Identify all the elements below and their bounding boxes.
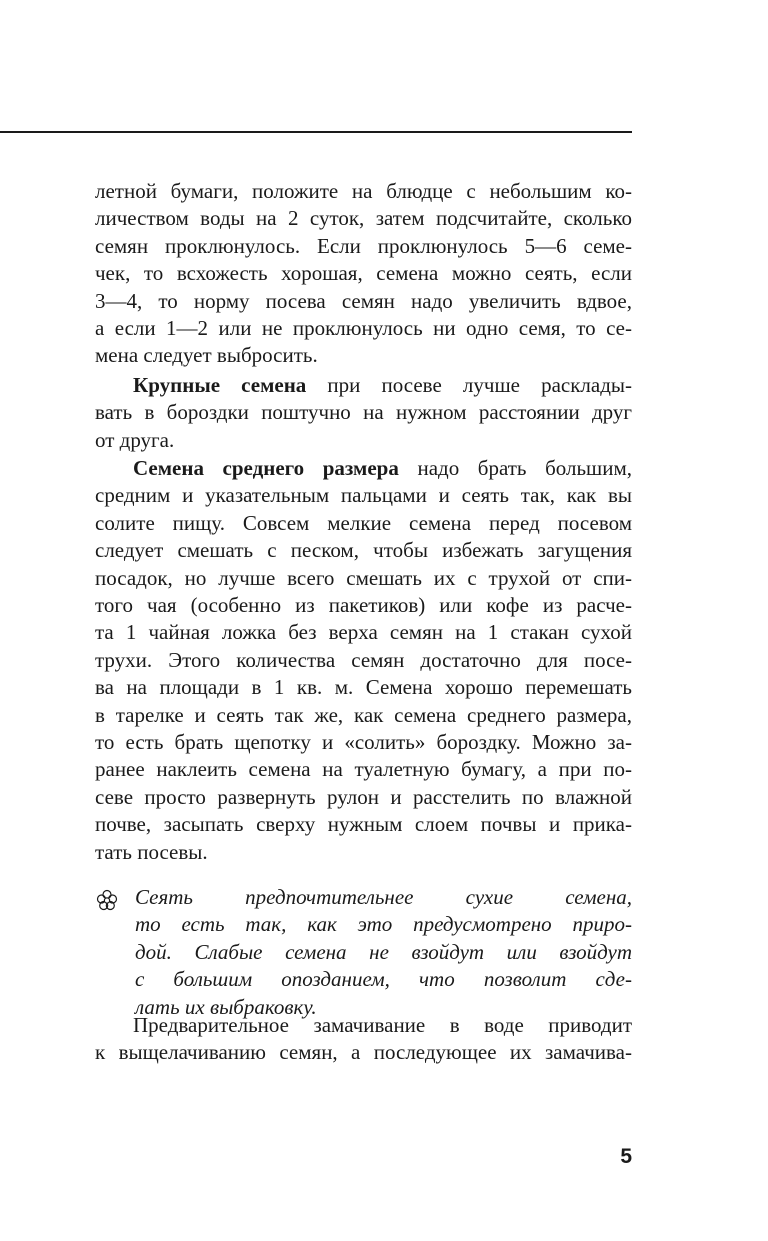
text-line: тать посевы. <box>95 839 208 864</box>
header-rule <box>0 131 632 133</box>
text-line <box>95 372 632 399</box>
page-number: 5 <box>620 1145 632 1168</box>
text-line: посадок, но лучше всего смешать их с трухой от спи- <box>95 565 632 590</box>
text-line: Сеять предпочтительнее сухие семена, <box>135 885 632 909</box>
bold-term: Семена среднего размера <box>133 456 399 480</box>
text-line: трухи. Этого количества семян достаточно для посе- <box>95 647 632 672</box>
flower-icon <box>95 888 119 912</box>
text-line: с большим опозданием, что позволит сде- <box>135 967 632 992</box>
text-line: дой. Слабые семена не взойдут или взойдут <box>135 939 632 964</box>
text-line: летной бумаги, положите на блюдце с небольшим ко- <box>95 179 632 203</box>
paragraph-presoaking <box>95 1012 632 1067</box>
text-line: следует смешать с песком, чтобы избежать загущения <box>95 538 632 563</box>
text-line: Предварительное замачивание в воде приводит <box>133 1013 632 1037</box>
text-line: солите пищу. Совсем мелкие семена перед посевом <box>95 510 632 535</box>
text-fragment: надо брать большим, <box>398 456 633 480</box>
text-fragment: при посеве лучше расклады- <box>306 373 632 397</box>
text-line: к выщелачиванию семян, а последующее их замачива- <box>95 1040 632 1065</box>
bold-term: Крупные семена <box>133 373 307 397</box>
text-line: того чая (особенно из пакетиков) или кофе из расче- <box>95 593 632 618</box>
text-line: почве, засыпать сверху нужным слоем почвы и прика- <box>95 812 632 837</box>
text-line: средним и указательным пальцами и сеять так, как вы <box>95 483 632 508</box>
text-line: чек, то всхожесть хорошая, семена можно сеять, если <box>95 261 632 286</box>
text-line: севе просто развернуть рулон и расстелить по влажной <box>95 784 632 809</box>
text-line <box>95 455 632 482</box>
text-line: та 1 чайная ложка без верха семян на 1 стакан сухой <box>95 620 632 645</box>
text-line: ва на площади в 1 кв. м. Семена хорошо перемешать <box>95 675 632 700</box>
text-line: в тарелке и сеять так же, как семена среднего размера, <box>95 702 632 727</box>
text-line: а если 1—2 или не проклюнулось ни одно семя, то се- <box>95 316 632 341</box>
paragraph-germination-test <box>95 178 632 370</box>
text-line: 3—4, то норму посева семян надо увеличить вдвое, <box>95 288 632 313</box>
text-line: лать их выбраковку. <box>135 994 317 1019</box>
text-line: семян проклюнулось. Если проклюнулось 5—6 семе- <box>95 233 632 258</box>
text-line: от друга. <box>95 427 175 452</box>
text-line: ранее наклеить семена на туалетную бумагу, а при по- <box>95 757 632 782</box>
text-line: вать в бороздки поштучно на нужном расстоянии друг <box>95 400 632 425</box>
note-text <box>135 884 632 1021</box>
text-line: то есть так, как это предусмотрено приро- <box>135 912 632 937</box>
paragraph-large-seeds <box>95 372 632 454</box>
text-line: личеством воды на 2 суток, затем подсчитайте, сколько <box>95 206 632 231</box>
paragraph-medium-seeds <box>95 455 632 866</box>
text-line: мена следует выбросить. <box>95 343 318 368</box>
text-line: то есть брать щепотку и «солить» бороздку. Можно за- <box>95 730 632 755</box>
